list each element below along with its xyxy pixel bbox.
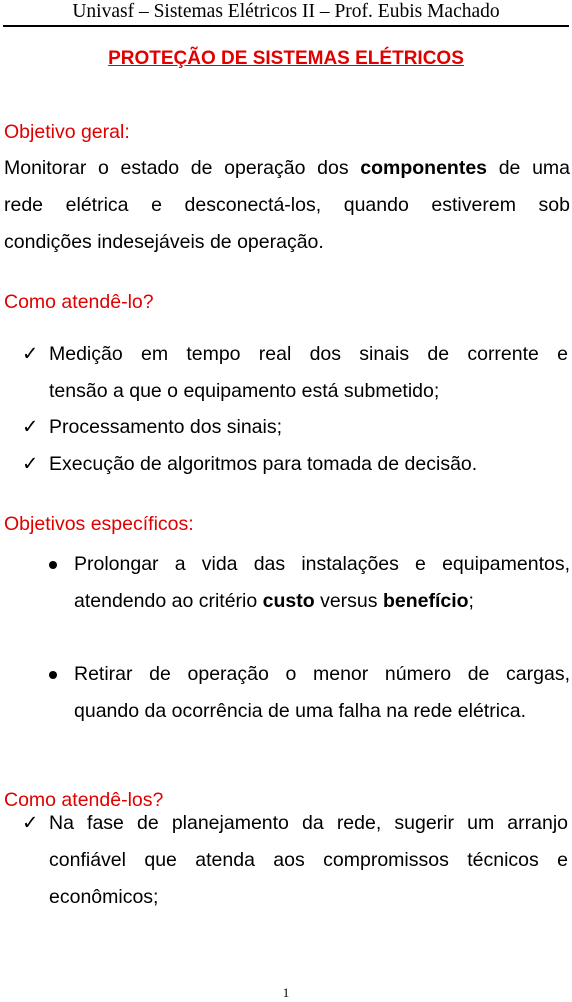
header-rule (3, 25, 569, 27)
list-item-line: confiável que atenda aos compromissos técnicos e (49, 849, 568, 871)
checkmark-icon: ✓ (22, 812, 39, 834)
checkmark-icon: ✓ (22, 343, 39, 365)
bullet-dot-icon (49, 561, 57, 569)
emphasis-componentes: componentes (360, 157, 488, 179)
list-item-line: econômicos; (49, 886, 159, 908)
paragraph-line: rede elétrica e desconectá-los, quando estiverem sob (4, 194, 570, 216)
bullet-item-line: Retirar de operação o menor número de cargas, (74, 663, 570, 685)
checkmark-icon: ✓ (22, 453, 39, 475)
page-number: 1 (282, 985, 290, 1000)
bullet-item-line: atendendo ao critério custo versus benefício; (74, 590, 474, 612)
list-item-line: Execução de algoritmos para tomada de decisão. (49, 453, 478, 475)
heading-como-atende-los: Como atendê-los? (4, 789, 164, 811)
checkmark-icon: ✓ (22, 416, 39, 438)
bullet-item-line: quando da ocorrência de uma falha na rede elétrica. (74, 700, 527, 722)
bullet-dot-icon (49, 671, 57, 679)
list-item-line: Na fase de planejamento da rede, sugerir um arranjo (49, 812, 568, 834)
list-item-line: Medição em tempo real dos sinais de corrente e (49, 343, 568, 365)
emphasis-custo: custo (262, 590, 315, 612)
heading-objetivo-geral: Objetivo geral: (4, 121, 130, 143)
list-item-line: tensão a que o equipamento está submetido; (49, 380, 440, 402)
paragraph-line: condições indesejáveis de operação. (4, 231, 324, 253)
heading-como-atende-lo: Como atendê-lo? (4, 291, 154, 313)
heading-objetivos-especificos: Objetivos específicos: (4, 513, 194, 535)
document-title: PROTEÇÃO DE SISTEMAS ELÉTRICOS (108, 48, 464, 69)
paragraph-line: Monitorar o estado de operação dos componentes de uma (4, 157, 571, 179)
paragraph-objetivo-geral (4, 150, 570, 261)
bullet-item-line: Prolongar a vida das instalações e equipamentos, (74, 553, 570, 575)
list-item-line: Processamento dos sinais; (49, 416, 283, 438)
list-item (22, 336, 570, 410)
page-header: Univasf – Sistemas Elétricos II – Prof. Eubis Machado (72, 1, 500, 22)
emphasis-beneficio: benefício (382, 590, 469, 612)
